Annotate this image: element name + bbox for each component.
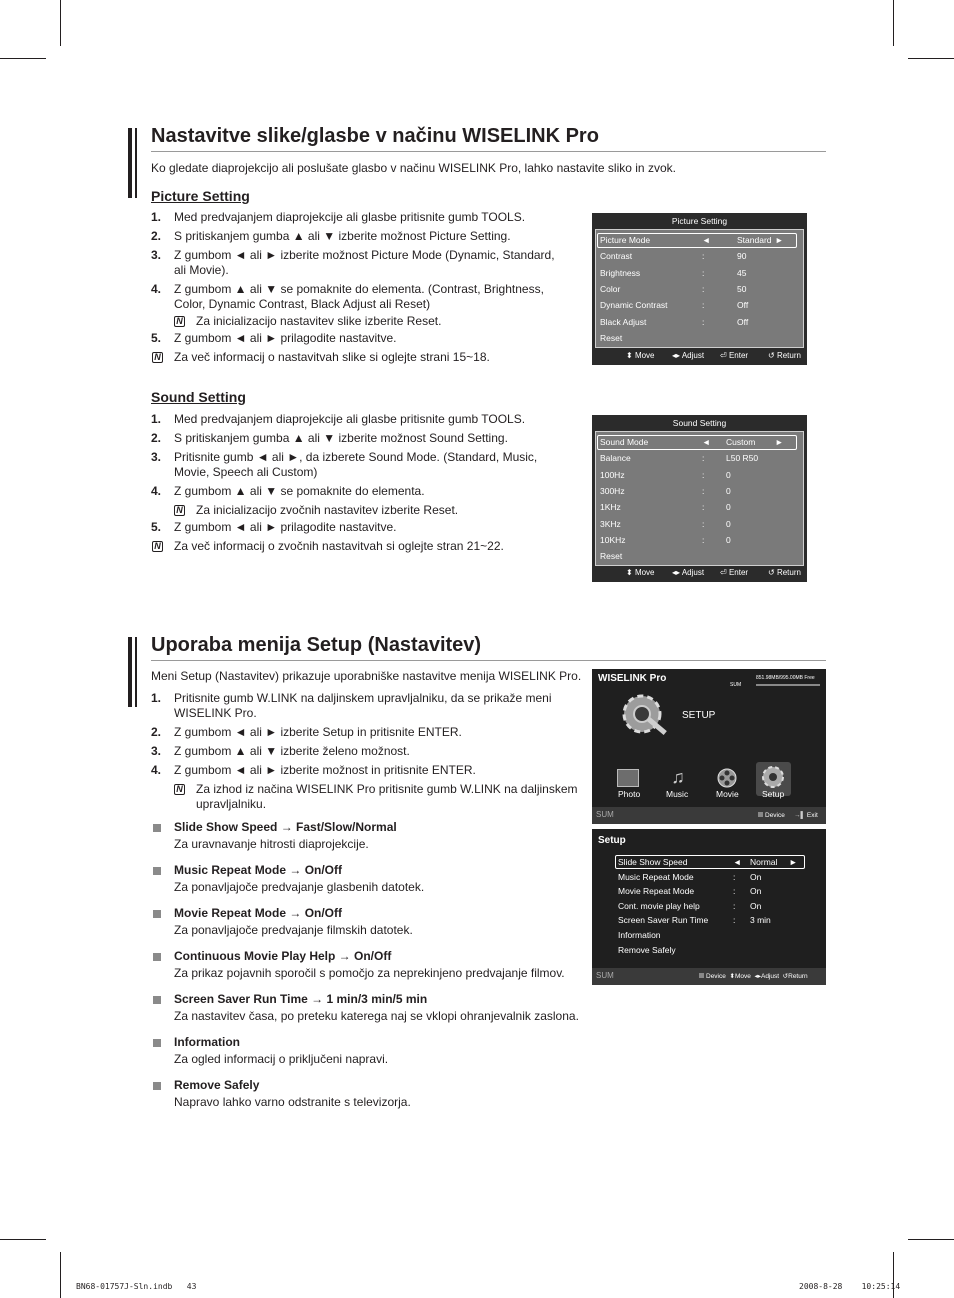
menu-row-label: 1KHz	[600, 502, 621, 513]
row-separator: :	[702, 300, 705, 311]
music-icon: ♫	[671, 767, 685, 787]
section2-title: Uporaba menija Setup (Nastavitev)	[151, 634, 482, 656]
wiselink-title: WISELINK Pro	[598, 673, 667, 684]
step-number: 1.	[151, 210, 162, 224]
menu-row-label: Brightness	[600, 267, 641, 278]
section2-intro: Meni Setup (Nastavitev) prikazuje uporabniške nastavitve menija WISELINK Pro.	[151, 669, 582, 683]
bullet-icon	[153, 996, 161, 1004]
menu-row-value: Off	[737, 300, 749, 311]
menu-row-value: 3 min	[750, 915, 771, 926]
setup-osd	[592, 829, 826, 985]
adjust-icon: ◂▸	[672, 568, 682, 577]
left-arrow-icon[interactable]: ◄	[733, 857, 742, 867]
bullet-icon	[153, 953, 161, 961]
step-text: Z gumbom ▲ ali ▼ izberite želeno možnost.	[174, 744, 410, 758]
step-text: S pritiskanjem gumba ▲ ali ▼ izberite možnost Picture Setting.	[174, 229, 511, 243]
step-text: Med predvajanjem diaprojekcije ali glasbe pritisnite gumb TOOLS.	[174, 210, 526, 224]
option-description: Za prikaz pojavnih sporočil s pomočjo za neprekinjeno predvajanje filmov.	[174, 966, 565, 980]
step-text: ali Movie).	[174, 263, 229, 277]
menu-row-label[interactable]: Sound Mode	[600, 437, 649, 447]
note-icon: N	[152, 352, 163, 363]
menu-row-value[interactable]: Normal	[750, 857, 778, 867]
picture-setting-heading: Picture Setting	[151, 188, 250, 204]
adjust-hint	[672, 568, 704, 577]
step-text: Z gumbom ◄ ali ► prilagodite nastavitve.	[174, 331, 397, 345]
bullet-icon	[153, 1082, 161, 1090]
crop-mark	[908, 58, 954, 59]
title-rule	[151, 660, 826, 661]
move-icon: ⬍	[626, 568, 635, 577]
step-number: 3.	[151, 450, 162, 464]
option-title: Movie Repeat Mode → On/Off	[174, 906, 343, 920]
left-arrow-icon[interactable]: ◄	[702, 437, 711, 447]
menu-row-value: 90	[737, 251, 747, 262]
step-number: 4.	[151, 763, 162, 777]
setup-gear-icon	[616, 687, 674, 741]
movie-icon	[717, 768, 737, 788]
row-separator: :	[702, 469, 705, 480]
section-marker	[135, 128, 137, 198]
device-hint[interactable]: Device	[706, 973, 726, 980]
move-hint	[626, 568, 655, 577]
hint-label: Move	[634, 568, 655, 577]
step-text: Med predvajanjem diaprojekcije ali glasbe pritisnite gumb TOOLS.	[174, 412, 526, 426]
menu-item-movie[interactable]: Movie	[716, 789, 739, 799]
hint-label: Adjust	[681, 568, 705, 577]
menu-row-value: On	[750, 900, 762, 911]
menu-row-label: Color	[600, 283, 621, 294]
menu-row-value: 0	[726, 518, 731, 529]
step-number: 5.	[151, 331, 162, 345]
step-number: 4.	[151, 282, 162, 296]
note-text: Za inicializacijo nastavitev slike izberite Reset.	[196, 314, 442, 328]
hint-label: Move	[634, 351, 655, 360]
menu-row-label: Black Adjust	[600, 316, 647, 327]
osd-title: Picture Setting	[671, 216, 728, 226]
note-text: Za inicializacijo zvočnih nastavitev izberite Reset.	[196, 503, 459, 517]
note-icon: N	[174, 784, 185, 795]
enter-hint[interactable]	[720, 568, 748, 577]
return-icon: ↺	[768, 568, 777, 577]
row-separator: :	[702, 267, 705, 278]
option-title: Information	[174, 1035, 240, 1049]
row-separator: :	[733, 871, 736, 882]
enter-icon: ⏎	[720, 351, 729, 360]
hint-label: Adjust	[681, 351, 705, 360]
row-separator: :	[733, 886, 736, 897]
return-icon: ↺	[768, 351, 777, 360]
section1-title: Nastavitve slike/glasbe v načinu WISELINK Pro	[151, 125, 599, 147]
menu-row-value: 0	[726, 485, 731, 496]
menu-row-label: Remove Safely	[618, 944, 676, 955]
note-icon: N	[152, 541, 163, 552]
step-text: Pritisnite gumb W.LINK na daljinskem upravljalniku, da se prikaže meni	[174, 691, 552, 705]
option-description: Za ogled informacij o priključeni napravi.	[174, 1052, 389, 1066]
device-hint[interactable]: Device	[758, 812, 785, 819]
print-file-info: BN68-01757J-Sln.indb 43	[76, 1282, 197, 1291]
enter-hint[interactable]	[720, 351, 748, 360]
exit-hint[interactable]: →▌ Exit	[794, 812, 818, 819]
row-separator: :	[702, 518, 705, 529]
hint-label: Enter	[728, 568, 749, 577]
menu-row-value[interactable]: Standard	[737, 235, 772, 245]
option-description: Napravo lahko varno odstranite s televizorja.	[174, 1095, 411, 1109]
storage-bar	[756, 684, 820, 686]
wiselink-footer	[592, 807, 826, 824]
row-separator: :	[702, 316, 705, 327]
row-separator: :	[702, 485, 705, 496]
note-text: Za več informacij o zvočnih nastavitvah si oglejte stran 21~22.	[174, 539, 504, 553]
return-hint[interactable]: Return	[788, 973, 808, 980]
option-title: Screen Saver Run Time → 1 min/3 min/5 min	[174, 992, 428, 1006]
crop-mark	[60, 0, 61, 46]
footer-device: SUM	[596, 810, 614, 819]
menu-row-label: 3KHz	[600, 518, 621, 529]
return-hint[interactable]	[768, 351, 801, 360]
row-separator: :	[702, 453, 705, 464]
crop-mark	[0, 1239, 46, 1240]
step-number: 2.	[151, 431, 162, 445]
menu-row-value: On	[750, 871, 762, 882]
section-marker	[128, 128, 132, 198]
menu-row-label: Movie Repeat Mode	[618, 886, 695, 897]
right-arrow-icon[interactable]: ►	[775, 235, 784, 245]
menu-row-label: Reset	[600, 551, 623, 562]
row-separator: :	[702, 251, 705, 262]
step-text: Z gumbom ▲ ali ▼ se pomaknite do elementa. (Contrast, Brightness,	[174, 282, 544, 296]
adjust-hint	[672, 351, 704, 360]
device-name: SUM	[730, 682, 742, 688]
menu-row-label[interactable]: Slide Show Speed	[618, 857, 688, 867]
step-text: Z gumbom ◄ ali ► izberite možnost Picture Mode (Dynamic, Standard,	[174, 248, 555, 262]
menu-row-value: 0	[726, 534, 731, 545]
adjust-icon: ◂▸	[672, 351, 682, 360]
menu-row-value: L50 R50	[726, 453, 759, 464]
bullet-icon	[153, 1039, 161, 1047]
row-separator: :	[702, 502, 705, 513]
step-number: 4.	[151, 484, 162, 498]
step-text: S pritiskanjem gumba ▲ ali ▼ izberite možnost Sound Setting.	[174, 431, 508, 445]
menu-row-value: Off	[737, 316, 749, 327]
option-description: Za ponavljajoče predvajanje glasbenih datotek.	[174, 880, 425, 894]
bullet-icon	[153, 910, 161, 918]
option-title: Continuous Movie Play Help → On/Off	[174, 949, 392, 963]
hint-label: Enter	[728, 351, 749, 360]
section1-intro: Ko gledate diaprojekcijo ali poslušate glasbo v načinu WISELINK Pro, lahko nastavite sliko in zvok.	[151, 161, 676, 175]
step-number: 3.	[151, 248, 162, 262]
wiselink-osd	[592, 669, 826, 824]
step-number: 2.	[151, 725, 162, 739]
move-hint: Move	[734, 973, 751, 980]
return-hint[interactable]	[768, 568, 801, 577]
option-title: Slide Show Speed → Fast/Slow/Normal	[174, 820, 397, 834]
row-separator: :	[733, 915, 736, 926]
step-text: Pritisnite gumb ◄ ali ►, da izberete Sound Mode. (Standard, Music,	[174, 450, 538, 464]
menu-row-label: Music Repeat Mode	[618, 871, 694, 882]
step-text: Z gumbom ◄ ali ► izberite Setup in pritisnite ENTER.	[174, 725, 462, 739]
bullet-icon	[153, 824, 161, 832]
note-icon: N	[174, 505, 185, 516]
step-number: 1.	[151, 412, 162, 426]
section-marker	[135, 637, 137, 707]
crop-mark	[893, 0, 894, 46]
menu-row-label: Dynamic Contrast	[600, 300, 668, 311]
step-text: Z gumbom ◄ ali ► izberite možnost in pritisnite ENTER.	[174, 763, 476, 777]
sound-setting-heading: Sound Setting	[151, 389, 246, 405]
option-title: Remove Safely	[174, 1078, 260, 1092]
crop-mark	[60, 1252, 61, 1298]
left-arrow-icon[interactable]: ◄	[702, 235, 711, 245]
setup-footer-hints: Device ⬍Move ◂▸Adjust ↺Return	[699, 972, 808, 980]
menu-row-label: 100Hz	[600, 469, 625, 480]
move-hint	[626, 351, 655, 360]
crop-mark	[908, 1239, 954, 1240]
menu-row-value: 45	[737, 267, 747, 278]
picture-setting-osd	[592, 213, 807, 365]
step-text: Z gumbom ▲ ali ▼ se pomaknite do elementa.	[174, 484, 425, 498]
osd-panel	[595, 431, 804, 566]
hint-label: Return	[776, 568, 801, 577]
option-title: Music Repeat Mode → On/Off	[174, 863, 343, 877]
note-text: Za več informacij o nastavitvah slike si oglejte strani 15~18.	[174, 350, 490, 364]
option-description: Za ponavljajoče predvajanje filmskih datotek.	[174, 923, 413, 937]
photo-icon	[617, 769, 639, 787]
hint-label: Return	[776, 351, 801, 360]
option-description: Za uravnavanje hitrosti diaprojekcije.	[174, 837, 369, 851]
menu-row-value: On	[750, 886, 762, 897]
title-rule	[151, 151, 826, 152]
option-description: Za nastavitev časa, po preteku katerega naj se vklopi ohranjevalnik zaslona.	[174, 1009, 579, 1023]
menu-item-music[interactable]: Music	[666, 789, 689, 799]
note-text: Za izhod iz načina WISELINK Pro pritisnite gumb W.LINK na daljinskem	[196, 782, 578, 796]
menu-row-label[interactable]: Picture Mode	[600, 235, 651, 245]
step-text: Movie, Speech ali Custom)	[174, 465, 318, 479]
menu-item-setup[interactable]: Setup	[762, 789, 785, 799]
note-text: upravljalniku.	[196, 797, 267, 811]
move-icon: ⬍	[626, 351, 635, 360]
menu-row-label: 10KHz	[600, 534, 626, 545]
menu-row-label: Contrast	[600, 251, 633, 262]
row-separator: :	[702, 283, 705, 294]
row-separator: :	[733, 900, 736, 911]
adjust-hint: Adjust	[760, 973, 780, 980]
step-number: 2.	[151, 229, 162, 243]
storage-info: 851.98MB/995.00MB Free	[756, 675, 815, 681]
step-text: Z gumbom ◄ ali ► prilagodite nastavitve.	[174, 520, 397, 534]
setup-label: SETUP	[682, 710, 716, 721]
setup-osd-title: Setup	[598, 835, 626, 846]
crop-mark	[0, 58, 46, 59]
crop-mark	[893, 1252, 894, 1298]
menu-row-label: Reset	[600, 332, 623, 343]
menu-row-label: Screen Saver Run Time	[618, 915, 709, 926]
step-text: WISELINK Pro.	[174, 706, 257, 720]
enter-icon: ⏎	[720, 568, 729, 577]
step-text: Color, Dynamic Contrast, Black Adjust ali Reset)	[174, 297, 431, 311]
menu-row-label: Balance	[600, 453, 631, 464]
menu-item-photo[interactable]: Photo	[618, 789, 641, 799]
right-arrow-icon[interactable]: ►	[789, 857, 798, 867]
note-icon: N	[174, 316, 185, 327]
menu-row-value: 0	[726, 469, 731, 480]
menu-row-value: 50	[737, 283, 747, 294]
footer-device: SUM	[596, 971, 614, 980]
menu-row-label: Information	[618, 930, 661, 940]
osd-title: Sound Setting	[672, 418, 727, 428]
menu-row-label: Cont. movie play help	[618, 900, 700, 911]
sound-setting-osd	[592, 415, 807, 582]
row-separator: :	[702, 534, 705, 545]
menu-row-value: 0	[726, 502, 731, 513]
section-marker	[128, 637, 132, 707]
bullet-icon	[153, 867, 161, 875]
step-number: 5.	[151, 520, 162, 534]
print-timestamp: 2008-8-28 10:25:14	[799, 1282, 901, 1291]
menu-row-label: 300Hz	[600, 485, 625, 496]
menu-row-value[interactable]: Custom	[726, 437, 756, 447]
step-number: 3.	[151, 744, 162, 758]
step-number: 1.	[151, 691, 162, 705]
right-arrow-icon[interactable]: ►	[775, 437, 784, 447]
